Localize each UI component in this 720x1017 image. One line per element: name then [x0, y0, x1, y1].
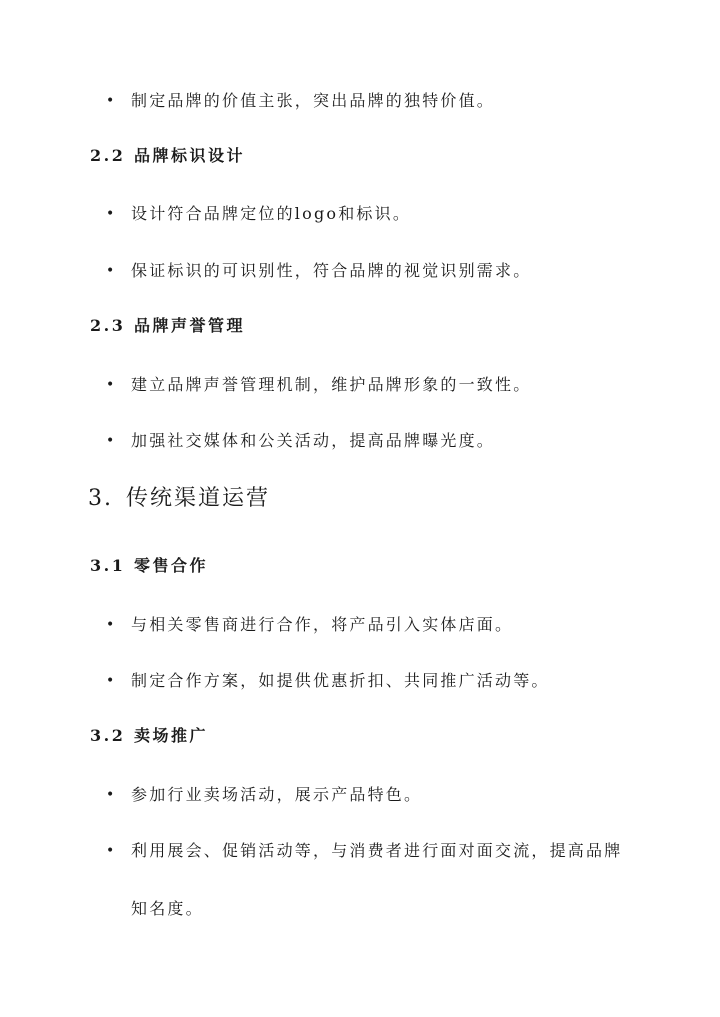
bullet-marker: • [106, 206, 117, 222]
bullet-marker: • [106, 787, 117, 803]
list-item-text: 利用展会、促销活动等，与消费者进行面对面交流，提高品牌知名度。 [131, 841, 623, 918]
list-item [106, 356, 626, 414]
list-item-text: 保证标识的可识别性，符合品牌的视觉识别需求。 [131, 261, 532, 280]
heading-title: 传统渠道运营 [126, 486, 271, 511]
bullet-marker: • [106, 843, 117, 859]
bullet-marker: • [106, 617, 117, 633]
list-item [106, 242, 626, 300]
list-item-text: 制定品牌的价值主张，突出品牌的独特价值。 [131, 91, 496, 110]
list-item-text: 与相关零售商进行合作，将产品引入实体店面。 [131, 615, 514, 634]
heading-title: 品牌标识设计 [134, 146, 246, 165]
bullet-marker: • [106, 433, 117, 449]
list-item-text: 制定合作方案，如提供优惠折扣、共同推广活动等。 [131, 671, 550, 690]
list-item [106, 185, 626, 243]
subheading-3-1 [90, 554, 208, 578]
list-item [106, 652, 626, 710]
list-item [106, 822, 626, 938]
heading-number: 2.2 [90, 146, 126, 165]
heading-title: 卖场推广 [134, 726, 209, 745]
bullet-marker: • [106, 673, 117, 689]
list-item-text: 参加行业卖场活动，展示产品特色。 [131, 785, 423, 804]
heading-title: 零售合作 [134, 556, 209, 575]
list-item [106, 412, 626, 470]
heading-title: 品牌声誉管理 [134, 316, 246, 335]
heading-number: 3.2 [90, 726, 126, 745]
bullet-marker: • [106, 93, 117, 109]
list-item [106, 766, 626, 824]
list-item [106, 72, 626, 130]
subheading-2-2 [90, 144, 245, 168]
subheading-3-2 [90, 724, 208, 748]
subheading-2-3 [90, 314, 245, 338]
list-item-text: 加强社交媒体和公关活动，提高品牌曝光度。 [131, 431, 496, 450]
section-heading-3 [88, 484, 270, 514]
bullet-marker: • [106, 263, 117, 279]
bullet-marker: • [106, 377, 117, 393]
list-item-text: 设计符合品牌定位的logo和标识。 [131, 204, 412, 223]
heading-number: 2.3 [90, 316, 126, 335]
list-item-text: 建立品牌声誉管理机制，维护品牌形象的一致性。 [131, 375, 532, 394]
heading-number: 3.1 [90, 556, 126, 575]
list-item [106, 596, 626, 654]
heading-number: 3. [88, 486, 113, 511]
